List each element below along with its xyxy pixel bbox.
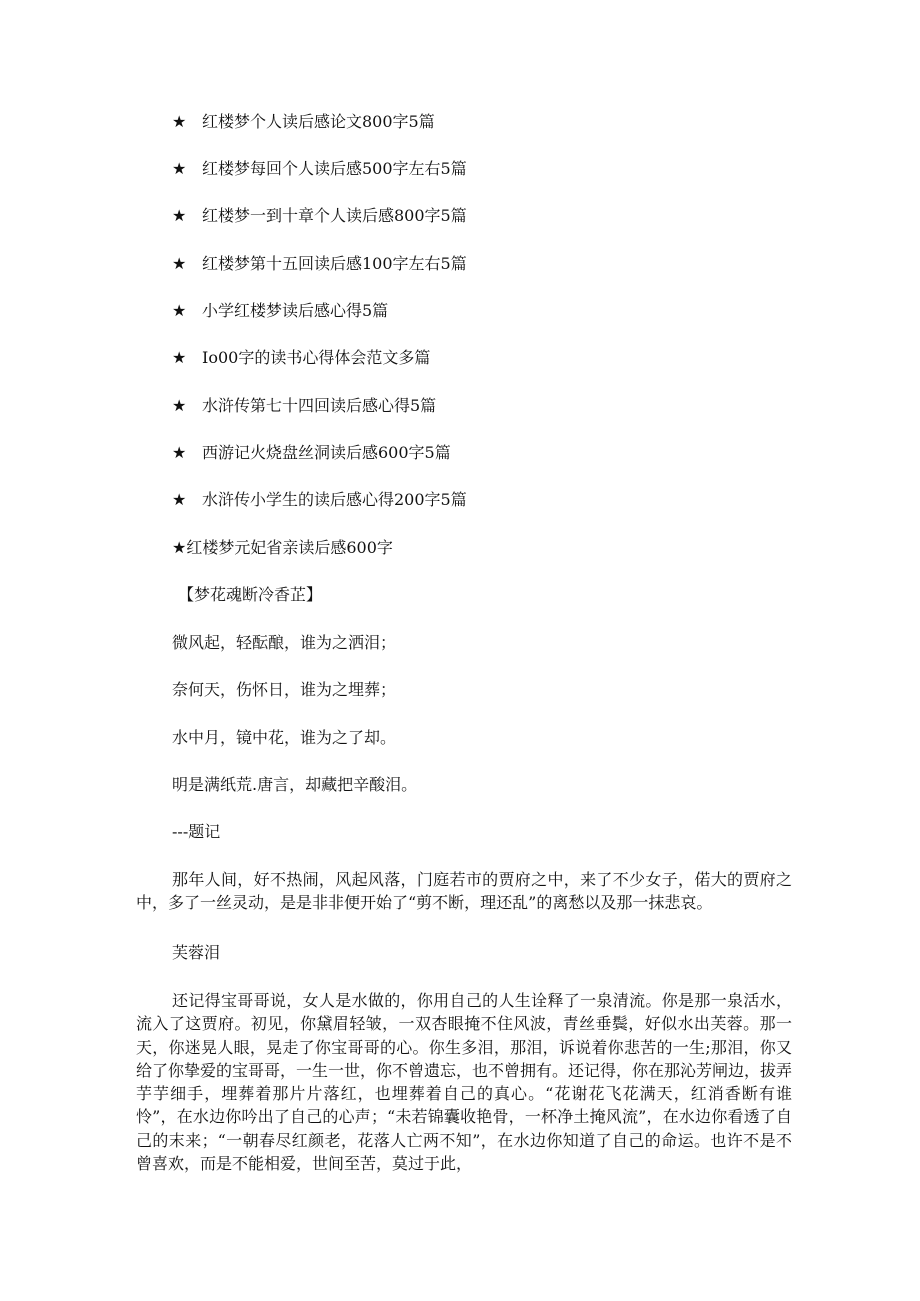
list-item-text: 红楼梦每回个人读后感500字左右5篇: [202, 159, 467, 178]
list-item: [172, 300, 388, 322]
star-icon: ★: [172, 112, 187, 131]
list-item: [172, 395, 436, 417]
list-item: [172, 442, 451, 464]
list-item: [172, 489, 467, 511]
star-icon: ★: [172, 443, 187, 462]
list-item: [172, 111, 435, 133]
list-item-text: Io00字的读书心得体会范文多篇: [202, 348, 431, 367]
list-item-text: 红楼梦元妃省亲读后感600字: [186, 538, 393, 557]
star-icon: ★: [172, 396, 187, 415]
list-item: [172, 205, 467, 227]
poem-line: 水中月，镜中花，谁为之了却。: [172, 728, 397, 747]
list-item: [172, 537, 393, 559]
list-item-text: 水浒传第七十四回读后感心得5篇: [202, 396, 437, 415]
list-item-text: 水浒传小学生的读后感心得200字5篇: [202, 490, 467, 509]
list-item: [172, 253, 467, 275]
section-title: 芙蓉泪: [172, 943, 221, 962]
poem-line: 微风起，轻酝酿，谁为之洒泪；: [172, 633, 397, 652]
list-item-text: 小学红楼梦读后感心得5篇: [202, 301, 389, 320]
poem-signature: ---题记: [172, 822, 221, 841]
intro-paragraph: 那年人间，好不热闹，风起风落，门庭若市的贾府之中，来了不少女子，偌大的贾府之中，多了一丝灵动，是是非非便开始了“剪不断，理还乱”的离愁以及那一抹悲哀。: [136, 870, 792, 913]
star-icon: ★: [172, 159, 187, 178]
list-item-text: 西游记火烧盘丝洞读后感600字5篇: [202, 443, 451, 462]
list-item: [172, 347, 430, 369]
star-icon: ★: [172, 254, 187, 273]
list-item-text: 红楼梦第十五回读后感100字左右5篇: [202, 254, 467, 273]
star-icon: ★: [172, 301, 187, 320]
body-paragraph: 还记得宝哥哥说，女人是水做的，你用自己的人生诠释了一泉清流。你是那一泉活水，流入了这贾府。初见，你黛眉轻皱，一双杏眼掩不住风波，青丝垂鬓，好似水出芙蓉。那一天，你迷晃人眼，晃走了你宝哥哥的心。你生多泪，那泪，诉说着你悲苦的一生;那泪，你又给了你挚爱的宝哥哥，一生一世，你不曾遗忘，也不曾拥有。还记得，你在那沁芳闸边，拔弄芋芋细手，埋葬着那片片落红，也埋葬着自己的真心。“花谢花飞花满天，红消香断有谁怜”，在水边你吟出了自己的心声；“未若锦囊收艳骨，一杯净土掩风流”，在水边你看透了自己的末来；“一朝春尽红颜老，花落人亡两不知”，在水边你知道了自己的命运。也许不是不曾喜欢，而是不能相爱，世间至苦，莫过于此，: [136, 991, 793, 1174]
list-item-text: 红楼梦一到十章个人读后感800字5篇: [202, 206, 467, 225]
star-icon: ★: [172, 538, 187, 557]
essay-title: 【梦花魂断冷香芷】: [178, 585, 323, 604]
poem-line: 明是满纸荒.唐言，却藏把辛酸泪。: [172, 775, 418, 794]
poem-line: 奈何天，伤怀日，谁为之埋葬；: [172, 680, 397, 699]
star-icon: ★: [172, 490, 187, 509]
star-icon: ★: [172, 206, 187, 225]
star-icon: ★: [172, 348, 187, 367]
list-item: [172, 158, 467, 180]
list-item-text: 红楼梦个人读后感论文800字5篇: [202, 112, 435, 131]
